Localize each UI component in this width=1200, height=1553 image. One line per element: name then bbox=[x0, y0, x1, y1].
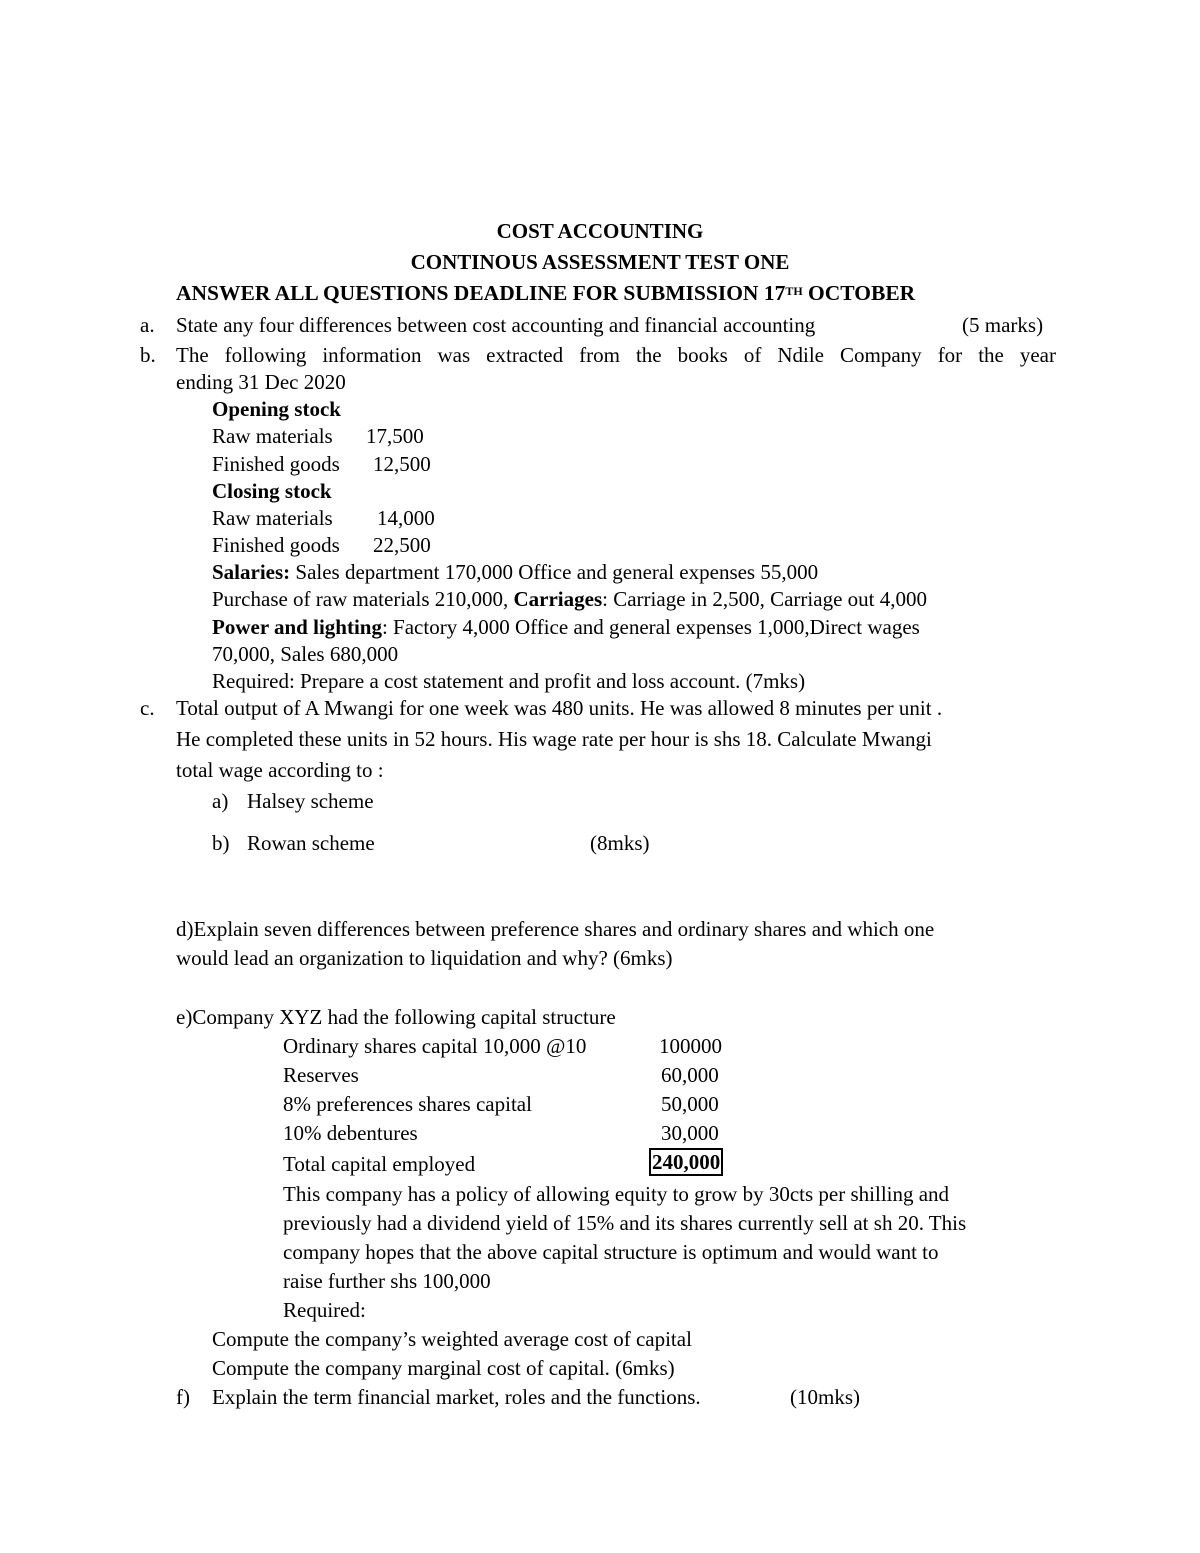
question-f-marks: (10mks) bbox=[790, 1385, 860, 1409]
closing-fg-value: 22,500 bbox=[373, 533, 431, 557]
power-line bbox=[212, 614, 920, 640]
document-title: COST ACCOUNTING bbox=[496, 219, 704, 243]
closing-fg-label: Finished goods bbox=[212, 533, 340, 557]
question-d-line1: d)Explain seven differences between preference shares and ordinary shares and which one bbox=[176, 917, 935, 941]
question-b-marker: b. bbox=[140, 343, 156, 367]
deadline-superscript: TH bbox=[785, 284, 803, 298]
question-e-compute2: Compute the company marginal cost of capital. (6mks) bbox=[212, 1356, 675, 1380]
power-label: Power and lighting bbox=[212, 615, 382, 639]
question-e-para3: company hopes that the above capital structure is optimum and would want to bbox=[283, 1240, 939, 1264]
question-c-marker: c. bbox=[140, 696, 155, 720]
question-e-para2: previously had a dividend yield of 15% and its shares currently sell at sh 20. This bbox=[283, 1211, 967, 1235]
question-f-text: Explain the term financial market, roles and the functions. bbox=[212, 1385, 701, 1409]
question-a-text: State any four differences between cost accounting and financial accounting bbox=[176, 313, 816, 337]
deadline-month: OCTOBER bbox=[802, 281, 916, 305]
question-a-marks: (5 marks) bbox=[962, 313, 1044, 337]
capital-row-value: 100000 bbox=[659, 1034, 722, 1058]
opening-fg-label: Finished goods bbox=[212, 452, 340, 476]
question-e-para4: raise further shs 100,000 bbox=[283, 1269, 491, 1293]
capital-row-label: 8% preferences shares capital bbox=[283, 1092, 532, 1116]
opening-raw-label: Raw materials bbox=[212, 424, 333, 448]
purchase-line bbox=[212, 586, 927, 612]
total-capital-value bbox=[649, 1149, 723, 1175]
opening-raw-value: 17,500 bbox=[366, 424, 424, 448]
capital-row-value: 30,000 bbox=[661, 1121, 719, 1145]
question-c-line1: Total output of A Mwangi for one week was 480 units. He was allowed 8 minutes per unit . bbox=[176, 696, 943, 720]
carriages-text: : Carriage in 2,500, Carriage out 4,000 bbox=[602, 587, 927, 611]
closing-raw-label: Raw materials bbox=[212, 506, 333, 530]
carriages-label: Carriages bbox=[513, 587, 603, 611]
question-e-compute1: Compute the company’s weighted average cost of capital bbox=[212, 1327, 692, 1351]
closing-raw-value: 14,000 bbox=[377, 506, 435, 530]
document-subtitle: CONTINOUS ASSESSMENT TEST ONE bbox=[410, 250, 790, 274]
salaries-text: Sales department 170,000 Office and general expenses 55,000 bbox=[290, 560, 819, 584]
closing-stock-heading: Closing stock bbox=[212, 479, 332, 503]
capital-row-label: Ordinary shares capital 10,000 @10 bbox=[283, 1034, 587, 1058]
question-b-required: Required: Prepare a cost statement and profit and loss account. (7mks) bbox=[212, 669, 806, 693]
opening-fg-value: 12,500 bbox=[373, 452, 431, 476]
question-f-marker: f) bbox=[176, 1385, 190, 1409]
capital-row-label: 10% debentures bbox=[283, 1121, 418, 1145]
question-b-line1: The following information was extracted from the books of Ndile Company for the year bbox=[176, 343, 1056, 367]
question-e-required: Required: bbox=[283, 1298, 366, 1322]
capital-row-value: 50,000 bbox=[661, 1092, 719, 1116]
total-capital-label: Total capital employed bbox=[283, 1152, 476, 1176]
power-text: : Factory 4,000 Office and general expenses 1,000,Direct wages bbox=[381, 615, 920, 639]
instruction-line bbox=[176, 280, 915, 306]
halsey-text: Halsey scheme bbox=[247, 789, 374, 813]
question-e-intro: e)Company XYZ had the following capital structure bbox=[176, 1005, 616, 1029]
halsey-marker: a) bbox=[212, 789, 229, 813]
question-e-para1: This company has a policy of allowing equity to grow by 30cts per shilling and bbox=[283, 1182, 950, 1206]
total-capital-box: 240,000 bbox=[649, 1148, 723, 1176]
opening-stock-heading: Opening stock bbox=[212, 397, 341, 421]
rowan-text: Rowan scheme bbox=[247, 831, 375, 855]
question-a-marker: a. bbox=[140, 313, 155, 337]
question-c-line2: He completed these units in 52 hours. His wage rate per hour is shs 18. Calculate Mwangi bbox=[176, 727, 932, 751]
capital-row-value: 60,000 bbox=[661, 1063, 719, 1087]
question-d-line2: would lead an organization to liquidation and why? (6mks) bbox=[176, 946, 673, 970]
salaries-line bbox=[212, 559, 818, 585]
question-c-marks: (8mks) bbox=[590, 831, 650, 855]
salaries-label: Salaries: bbox=[212, 560, 291, 584]
rowan-marker: b) bbox=[212, 831, 230, 855]
capital-row-label: Reserves bbox=[283, 1063, 359, 1087]
question-b-line2: ending 31 Dec 2020 bbox=[176, 370, 346, 394]
purchase-text: Purchase of raw materials 210,000, bbox=[212, 587, 514, 611]
instruction-text: ANSWER ALL QUESTIONS DEADLINE FOR SUBMISSION 17 bbox=[176, 281, 786, 305]
question-c-line3: total wage according to : bbox=[176, 758, 384, 782]
wages-line: 70,000, Sales 680,000 bbox=[212, 642, 399, 666]
